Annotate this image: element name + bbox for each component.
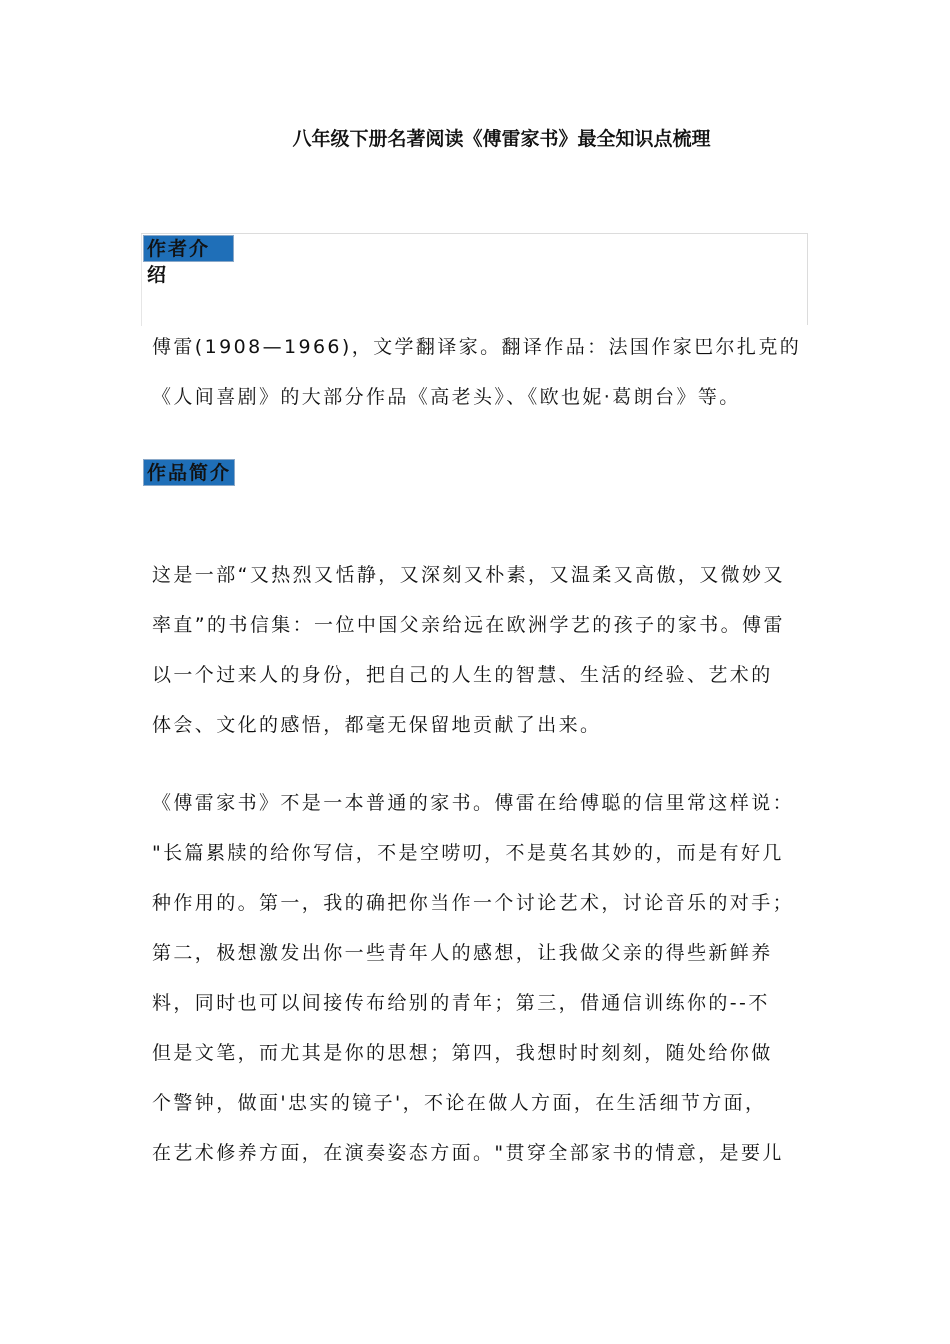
letters-line: "长篇累牍的给你写信，不是空唠叨，不是莫名其妙的，而是有好几 xyxy=(152,842,784,864)
intro-line: 率直”的书信集：一位中国父亲给远在欧洲学艺的孩子的家书。傅雷 xyxy=(152,614,785,636)
letters-line: 《傅雷家书》不是一本普通的家书。傅雷在给傅聪的信里常这样说： xyxy=(152,792,795,814)
letters-line: 种作用的。第一，我的确把你当作一个讨论艺术，讨论音乐的对手； xyxy=(152,892,795,914)
letters-line: 料，同时也可以间接传布给别的青年；第三，借通信训练你的--不 xyxy=(152,992,770,1014)
frame-divider xyxy=(141,234,142,326)
author-line: 傅雷(1908—1966)，文学翻译家。翻译作品：法国作家巴尔扎克的 xyxy=(152,336,802,358)
author-section-frame xyxy=(141,233,808,325)
author-heading: 作者介绍 xyxy=(143,235,234,262)
letters-line: 第二，极想激发出你一些青年人的感想，让我做父亲的得些新鲜养 xyxy=(152,942,773,964)
intro-line: 体会、文化的感悟，都毫无保留地贡献了出来。 xyxy=(152,714,602,736)
document-title: 八年级下册名著阅读《傅雷家书》最全知识点梳理 xyxy=(292,128,711,150)
letters-line: 个警钟，做面'忠实的镜子'，不论在做人方面，在生活细节方面， xyxy=(152,1092,767,1114)
work-heading: 作品简介 xyxy=(143,459,235,486)
intro-line: 这是一部“又热烈又恬静，又深刻又朴素，又温柔又高傲，又微妙又 xyxy=(152,564,785,586)
letters-line: 在艺术修养方面，在演奏姿态方面。"贯穿全部家书的情意，是要儿 xyxy=(152,1142,784,1164)
work-intro-paragraph xyxy=(152,562,802,762)
work-letters-paragraph xyxy=(152,790,802,1190)
letters-line: 但是文笔，而尤其是你的思想；第四，我想时时刻刻，随处给你做 xyxy=(152,1042,773,1064)
author-paragraph xyxy=(152,334,802,434)
intro-line: 以一个过来人的身份，把自己的人生的智慧、生活的经验、艺术的 xyxy=(152,664,773,686)
author-line: 《人间喜剧》的大部分作品《高老头》、《欧也妮·葛朗台》等。 xyxy=(152,386,741,408)
